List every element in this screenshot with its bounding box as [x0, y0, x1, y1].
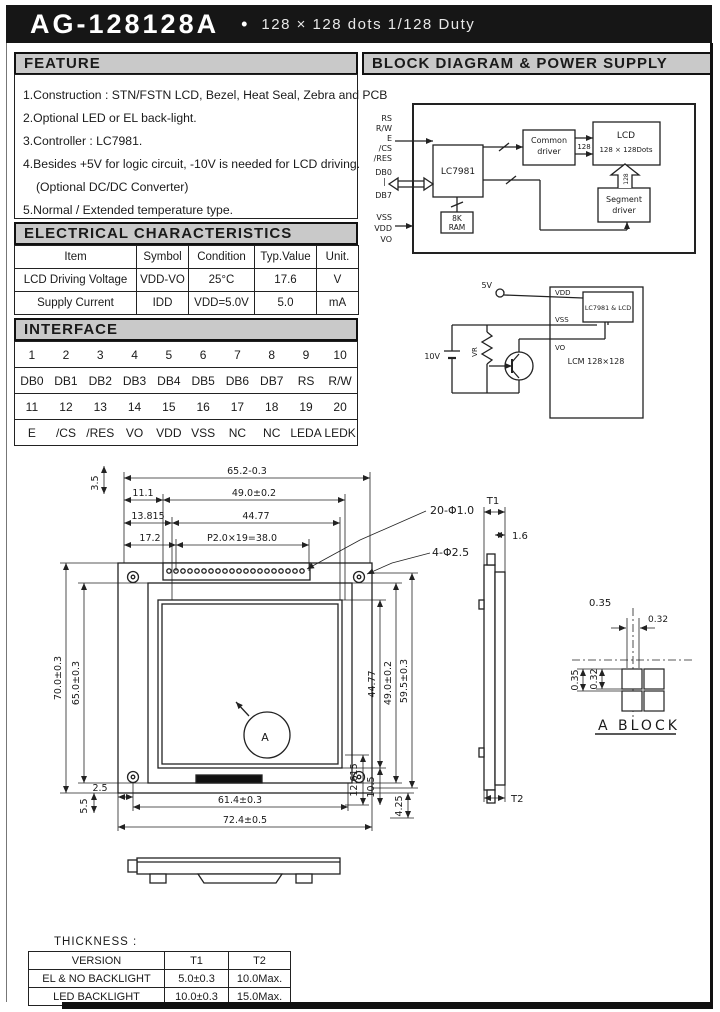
cell: DB1	[49, 368, 83, 394]
cell: NC	[220, 420, 254, 446]
dim-label: 44.77	[242, 511, 270, 522]
cell: VO	[117, 420, 151, 446]
feature-item: 5.Normal / Extended temperature type.	[23, 203, 234, 217]
dim-label: T2	[511, 794, 524, 805]
cell: 11	[15, 394, 49, 420]
cell: E	[15, 420, 49, 446]
vr-label: VR	[471, 347, 479, 357]
bus-width-label: 128	[577, 143, 591, 151]
cell: 10	[333, 347, 347, 362]
cell: 6	[199, 347, 207, 362]
signal-label: R/W	[375, 124, 392, 133]
col-header: Unit.	[317, 246, 359, 269]
ram-label: 8K	[452, 214, 462, 223]
signal-label: /RES	[373, 154, 392, 163]
thickness-section	[28, 936, 290, 1006]
lcd-label: LCD	[616, 131, 636, 141]
side-view	[479, 554, 505, 803]
table-row	[15, 292, 359, 315]
pin-label: VSS	[555, 316, 569, 324]
bottom-profile-view	[128, 858, 340, 883]
dim-label: 49.0±0.2	[231, 488, 277, 499]
cell: 19	[289, 394, 323, 420]
cell: 13	[83, 394, 117, 420]
pin-label: VDD	[555, 289, 571, 297]
electrical-table	[14, 245, 359, 315]
cell: 15.0Max.	[229, 988, 291, 1006]
mechanical-drawing	[0, 450, 720, 938]
feature-item: 3.Controller : LC7981.	[23, 134, 143, 148]
dim-label: P2.0×19=38.0	[207, 533, 277, 544]
signal-label: /CS	[378, 144, 392, 153]
dim-label: 13.815	[131, 511, 165, 522]
col-header: Item	[15, 246, 137, 269]
product-subtitle: 128 × 128 dots 1/128 Duty	[261, 15, 476, 33]
col-header: T2	[229, 952, 291, 970]
segment-driver-label: driver	[612, 206, 636, 215]
dim-label: 1.6	[512, 531, 528, 542]
cell: 5	[165, 347, 173, 362]
cell: 16	[186, 394, 220, 420]
pin-name-row	[15, 420, 358, 446]
cell: EL & NO BACKLIGHT	[29, 970, 165, 988]
dim-label: 70.0±0.3	[53, 655, 64, 701]
feature-item: 2.Optional LED or EL back-light.	[23, 111, 197, 125]
dim-label: 72.4±0.5	[222, 815, 268, 826]
feature-item-cont: (Optional DC/DC Converter)	[36, 180, 189, 194]
cell: 15	[152, 394, 186, 420]
dim-label: 17.2	[139, 533, 161, 544]
dim-label: 44.77	[367, 670, 378, 698]
cell: 5.0±0.3	[165, 970, 229, 988]
cell: DB7	[255, 368, 289, 394]
cell: LEDK	[323, 420, 357, 446]
dim-label: T1	[486, 496, 500, 507]
feature-item: 4.Besides +5V for logic circuit, -10V is needed for LCD driving.	[23, 157, 361, 171]
cell: 2	[62, 347, 70, 362]
pin-name-row	[15, 368, 358, 394]
block-diagram-heading: BLOCK DIAGRAM & POWER SUPPLY	[362, 52, 712, 75]
feature-item: 1.Construction : STN/FSTN LCD, Bezel, Heat Seal, Zebra and PCB	[23, 88, 388, 102]
pin-label: VO	[555, 344, 566, 352]
cell: LED BACKLIGHT	[29, 988, 165, 1006]
ic-label: LC7981 & LCD	[584, 304, 632, 312]
table-row	[15, 269, 359, 292]
lcd-label: 128 × 128Dots	[599, 146, 653, 154]
thickness-label: THICKNESS :	[54, 936, 138, 948]
detail-marker-a: A	[261, 731, 269, 744]
cell: VDD-VO	[137, 269, 189, 292]
dim-label: 0.35	[589, 598, 612, 609]
ram-label: RAM	[448, 223, 466, 232]
dim-label: 11.1	[132, 488, 154, 499]
table-header-row	[29, 952, 291, 970]
cell: LCD Driving Voltage	[15, 269, 137, 292]
cell: 25°C	[189, 269, 255, 292]
block-diagram	[362, 74, 712, 450]
cell: 14	[117, 394, 151, 420]
cell: Supply Current	[15, 292, 137, 315]
front-view	[118, 563, 372, 793]
table-header-row	[15, 246, 359, 269]
controller-label: LC7981	[440, 167, 476, 177]
title-bar	[6, 5, 712, 43]
page-border-bottom	[62, 1002, 712, 1009]
cell: NC	[255, 420, 289, 446]
interface-table	[14, 341, 358, 446]
cell: 7	[234, 347, 241, 362]
cell: V	[317, 269, 359, 292]
cell: /RES	[83, 420, 117, 446]
col-header: Typ.Value	[255, 246, 317, 269]
cell: 10.0Max.	[229, 970, 291, 988]
cell: 12	[49, 394, 83, 420]
cell: LEDA	[289, 420, 323, 446]
signal-label: VDD	[374, 224, 392, 233]
cell: DB5	[186, 368, 220, 394]
callout-pin-holes: 20-Φ1.0	[430, 504, 475, 517]
dim-label: 0.32	[648, 615, 669, 625]
cell: 17	[220, 394, 254, 420]
pin-number-row	[15, 342, 358, 368]
common-driver-label: driver	[537, 147, 561, 156]
cell: DB6	[220, 368, 254, 394]
a-block-title: A BLOCK	[598, 718, 680, 734]
col-header: Condition	[189, 246, 255, 269]
dim-label: 65.2-0.3	[227, 466, 267, 477]
cell: 9	[302, 347, 310, 362]
cell: 8	[268, 347, 276, 362]
callout-mount-holes: 4-Φ2.5	[432, 546, 470, 559]
cell: R/W	[323, 368, 357, 394]
feature-heading: FEATURE	[14, 52, 358, 75]
pin-number-row	[15, 394, 358, 420]
common-driver-label: Common	[530, 136, 568, 145]
supply-5v-label: 5V	[481, 281, 492, 290]
signal-label: RS	[381, 114, 392, 123]
bus-width-label: 128	[623, 173, 630, 185]
page-border-right	[710, 43, 713, 1009]
dim-label: 10.5	[366, 776, 377, 798]
signal-label: |	[383, 177, 386, 186]
cell: VDD	[152, 420, 186, 446]
cell: 3	[96, 347, 104, 362]
module-label: LCM 128×128	[567, 357, 625, 366]
cell: DB4	[152, 368, 186, 394]
signal-label: VO	[380, 235, 392, 244]
cell: 5.0	[255, 292, 317, 315]
cell: 4	[131, 347, 138, 362]
dim-label: 12.615	[349, 763, 360, 797]
cell: RS	[289, 368, 323, 394]
cell: DB0	[15, 368, 49, 394]
dim-label: 65.0±0.3	[71, 660, 82, 706]
cell: 1	[28, 347, 36, 362]
cell: 18	[255, 394, 289, 420]
cell: mA	[317, 292, 359, 315]
dim-label: 5.5	[79, 798, 90, 814]
dim-label: 61.4±0.3	[217, 795, 263, 806]
battery-label: 10V	[424, 352, 440, 361]
dim-label: 59.5±0.3	[399, 658, 410, 704]
product-title: AG-128128A	[30, 8, 220, 39]
col-header: VERSION	[29, 952, 165, 970]
cell: VSS	[186, 420, 220, 446]
dim-label: 0.32	[589, 668, 600, 690]
bullet-separator: •	[241, 13, 248, 34]
dim-label: 0.35	[570, 669, 581, 691]
cell: 17.6	[255, 269, 317, 292]
cell: IDD	[137, 292, 189, 315]
interface-heading: INTERFACE	[14, 318, 358, 341]
signal-label: DB7	[375, 191, 392, 200]
dim-label: 3.5	[90, 475, 101, 491]
col-header: Symbol	[137, 246, 189, 269]
signal-label: DB0	[375, 168, 392, 177]
col-header: T1	[165, 952, 229, 970]
dim-label: 49.0±0.2	[383, 660, 394, 706]
signal-label: VSS	[376, 213, 392, 222]
segment-driver-label: Segment	[606, 195, 642, 204]
cell: 10.0±0.3	[165, 988, 229, 1006]
cell: DB3	[117, 368, 151, 394]
cell: VDD=5.0V	[189, 292, 255, 315]
signal-label: E	[386, 134, 392, 143]
cell: DB2	[83, 368, 117, 394]
thickness-table	[28, 951, 291, 1006]
page-border-left	[6, 43, 7, 1002]
table-row	[29, 970, 291, 988]
cell: /CS	[49, 420, 83, 446]
electrical-heading: ELECTRICAL CHARACTERISTICS	[14, 222, 358, 245]
cell: 20	[323, 394, 357, 420]
dim-label: 2.5	[92, 783, 108, 794]
dim-label: 4.25	[394, 795, 405, 817]
